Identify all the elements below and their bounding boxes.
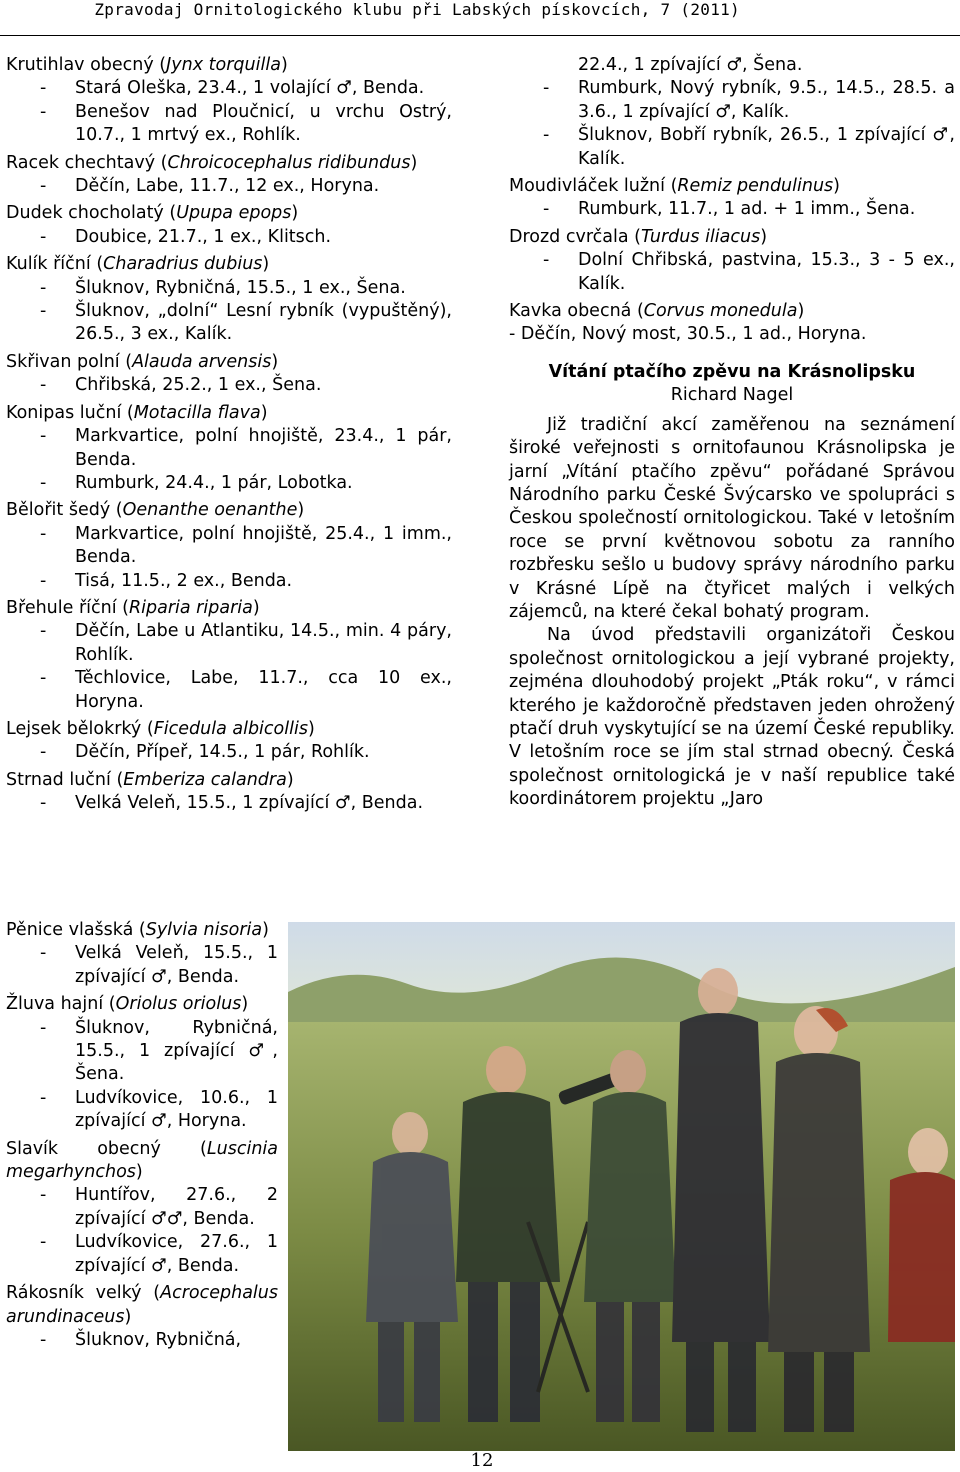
record-list	[6, 942, 278, 989]
record-item: - Rumburk, Nový rybník, 9.5., 14.5., 28.5. a 3.6., 1 zpívající ♂, Kalík.	[509, 77, 955, 124]
record-list	[6, 374, 452, 397]
record-list	[509, 249, 955, 296]
species-heading: Moudivláček lužní (Remiz pendulinus)	[509, 176, 840, 197]
species-heading: Bělořit šedý (Oenanthe oenanthe)	[6, 500, 305, 521]
article-paragraph: Již tradiční akcí zaměřenou na seznámení široké veřejnosti s ornitofaunou Krásnolipska je jarní „Vítání ptačího zpěvu“ pořádané Správou Národního parku České Švýcarsko ve spolupráci s Českou společností ornitologickou. Také v letošním roce se první květnovou sobotu za ranního rozbřesku sešlo u budovy správy národního parku v Krásné Lípě na čtyřicet malých i velkých zájemců, na které čekal bohatý program.	[509, 414, 955, 622]
record-item: - Doubice, 21.7., 1 ex., Klitsch.	[6, 226, 452, 249]
left-narrow-column	[6, 919, 278, 1352]
species-entry	[6, 402, 452, 496]
record-item: - Děčín, Přípeř, 14.5., 1 pár, Rohlík.	[6, 741, 452, 764]
record-item: - Ludvíkovice, 10.6., 1 zpívající ♂, Horyna.	[6, 1087, 278, 1134]
record-item: - Ludvíkovice, 27.6., 1 zpívající ♂, Benda.	[6, 1231, 278, 1278]
record-item: - Stará Oleška, 23.4., 1 volající ♂, Benda.	[6, 77, 452, 100]
species-name: Lejsek bělokrký	[6, 718, 142, 739]
species-name: Kulík říční	[6, 254, 91, 275]
record-list	[6, 277, 452, 347]
record-item: - Markvartice, polní hnojiště, 23.4., 1 pár, Benda.	[6, 425, 452, 472]
species-heading: Žluva hajní (Oriolus oriolus)	[6, 994, 249, 1015]
record-list	[6, 1184, 278, 1278]
species-name: Dudek chocholatý	[6, 203, 164, 224]
scientific-name: Remiz pendulinus	[677, 176, 834, 197]
scientific-name: Motacilla flava	[133, 402, 261, 423]
species-name: Bělořit šedý	[6, 500, 111, 521]
record-item: - Děčín, Nový most, 30.5., 1 ad., Horyna.	[509, 324, 867, 345]
running-header	[0, 0, 960, 36]
left-column	[6, 54, 452, 816]
scientific-name: Oenanthe oenanthe	[122, 500, 298, 521]
scientific-name: Acrocephalus arundinaceus	[6, 1283, 278, 1327]
record-item: 22.4., 1 zpívající ♂, Šena.	[578, 55, 803, 75]
species-entry	[6, 499, 452, 593]
scientific-name: Jynx torquilla	[166, 55, 281, 75]
record-item: - Šluknov, Bobří rybník, 26.5., 1 zpívající ♂, Kalík.	[509, 124, 955, 171]
species-name: Pěnice vlašská	[6, 920, 134, 940]
species-name: Břehule říční	[6, 597, 117, 618]
record-list	[6, 523, 452, 593]
birdwatchers-photo	[288, 922, 955, 1451]
species-name: Skřivan polní	[6, 351, 120, 372]
scientific-name: Luscinia megarhynchos	[6, 1138, 278, 1183]
species-entry	[6, 769, 452, 816]
scientific-name: Alauda arvensis	[132, 351, 272, 372]
species-heading: Pěnice vlašská (Sylvia nisoria)	[6, 920, 269, 940]
scientific-name: Sylvia nisoria	[145, 920, 263, 940]
species-entry	[6, 993, 278, 1133]
article	[509, 361, 955, 812]
record-list	[6, 741, 452, 764]
right-column	[509, 54, 955, 812]
species-name: Moudivláček lužní	[509, 176, 665, 197]
scientific-name: Emberiza calandra	[123, 769, 287, 790]
record-list	[6, 1329, 278, 1352]
species-heading: Dudek chocholatý (Upupa epops)	[6, 203, 299, 224]
journal-title: Zpravodaj Ornitologického klubu při Labských pískovcích, 7 (2011)	[94, 0, 740, 19]
species-heading: Racek chechtavý (Chroicocephalus ridibundus)	[6, 152, 418, 173]
species-heading: Kulík říční (Charadrius dubius)	[6, 254, 270, 275]
species-heading: Břehule říční (Riparia riparia)	[6, 597, 260, 618]
record-item: - Děčín, Labe u Atlantiku, 14.5., min. 4 páry, Rohlík.	[6, 620, 452, 667]
species-name: Drozd cvrčala	[509, 226, 629, 247]
record-item: - Benešov nad Ploučnicí, u vrchu Ostrý, 10.7., 1 mrtvý ex., Rohlík.	[6, 101, 452, 148]
record-list	[509, 54, 955, 171]
species-entry	[509, 54, 955, 171]
scientific-name: Ficedula albicollis	[153, 718, 308, 739]
species-entry	[6, 54, 452, 148]
species-name: Krutihlav obecný	[6, 55, 154, 75]
species-entry	[509, 175, 955, 222]
record-item: - Dolní Chřibská, pastvina, 15.3., 3 - 5 ex., Kalík.	[509, 249, 955, 296]
record-list	[6, 175, 452, 198]
species-heading: Krutihlav obecný (Jynx torquilla)	[6, 55, 288, 75]
record-list	[6, 425, 452, 495]
scientific-name: Charadrius dubius	[103, 254, 263, 275]
article-title: Vítání ptačího zpěvu na Krásnolipsku	[548, 361, 916, 382]
article-author: Richard Nagel	[670, 385, 794, 406]
record-item: - Chřibská, 25.2., 1 ex., Šena.	[6, 374, 452, 397]
species-entry	[6, 718, 452, 765]
species-name: Strnad luční	[6, 769, 111, 790]
record-item: - Šluknov, „dolní“ Lesní rybník (vypuštěný), 26.5., 3 ex., Kalík.	[6, 300, 452, 347]
scientific-name: Oriolus oriolus	[115, 994, 242, 1015]
species-entry	[509, 300, 955, 347]
record-item: - Šluknov, Rybničná, 15.5., 1 zpívající ♂, Šena.	[6, 1017, 278, 1087]
species-name: Kavka obecná	[509, 301, 632, 322]
species-entry	[6, 152, 452, 199]
species-name: Rákosník velký	[6, 1283, 142, 1304]
species-heading: Rákosník velký (Acrocephalus arundinaceus)	[6, 1283, 278, 1327]
record-item: - Těchlovice, Labe, 11.7., cca 10 ex., Horyna.	[6, 667, 452, 714]
species-name: Žluva hajní	[6, 994, 104, 1015]
record-list	[6, 792, 452, 815]
species-heading: Drozd cvrčala (Turdus iliacus)	[509, 226, 768, 247]
species-name: Konipas luční	[6, 402, 122, 423]
species-heading: Strnad luční (Emberiza calandra)	[6, 769, 294, 790]
species-heading: Lejsek bělokrký (Ficedula albicollis)	[6, 718, 315, 739]
species-heading: Slavík obecný (Luscinia megarhynchos)	[6, 1138, 278, 1183]
record-item: - Velká Veleň, 15.5., 1 zpívající ♂, Benda.	[6, 942, 278, 989]
species-heading: Skřivan polní (Alauda arvensis)	[6, 351, 279, 372]
record-list	[509, 198, 955, 221]
record-list	[6, 77, 452, 147]
species-entry	[6, 351, 452, 398]
record-item: - Rumburk, 24.4., 1 pár, Lobotka.	[6, 472, 452, 495]
species-heading: Konipas luční (Motacilla flava)	[6, 402, 268, 423]
record-item: - Šluknov, Rybničná,	[6, 1329, 278, 1352]
record-item: - Tisá, 11.5., 2 ex., Benda.	[6, 570, 452, 593]
article-paragraph: Na úvod představili organizátoři Českou společnost ornitologickou a její vybrané projekty, zejména dlouhodobý projekt „Pták roku“, v rámci kterého je každoročně představen jeden ohrožený ptačí druh vyskytující se na území České republiky. V letošním roce se jím stal strnad obecný. Česká společnost ornitologická je v naší republice také koordinátorem projektu „Jaro	[509, 625, 955, 810]
record-list	[6, 620, 452, 714]
scientific-name: Upupa epops	[176, 203, 292, 224]
species-entry	[509, 226, 955, 296]
scientific-name: Chroicocephalus ridibundus	[167, 152, 411, 173]
record-item: - Markvartice, polní hnojiště, 25.4., 1 imm., Benda.	[6, 523, 452, 570]
species-entry	[6, 597, 452, 714]
species-entry	[6, 202, 452, 249]
record-item: - Šluknov, Rybničná, 15.5., 1 ex., Šena.	[6, 277, 452, 300]
species-entry	[6, 919, 278, 989]
photo-illustration	[288, 922, 955, 1451]
scientific-name: Corvus monedula	[643, 301, 798, 322]
species-name: Racek chechtavý	[6, 152, 156, 173]
record-item: - Huntířov, 27.6., 2 zpívající ♂♂, Benda.	[6, 1184, 278, 1231]
species-entry	[6, 253, 452, 347]
scientific-name: Riparia riparia	[128, 597, 253, 618]
record-item: - Rumburk, 11.7., 1 ad. + 1 imm., Šena.	[509, 198, 955, 221]
record-item: - Velká Veleň, 15.5., 1 zpívající ♂, Benda.	[6, 792, 452, 815]
species-name: Slavík obecný	[6, 1138, 161, 1159]
species-heading: Kavka obecná (Corvus monedula)	[509, 301, 805, 322]
species-entry	[6, 1282, 278, 1352]
record-list	[6, 1017, 278, 1134]
species-entry	[6, 1138, 278, 1278]
page-number: 12	[470, 1450, 494, 1471]
record-list	[6, 226, 452, 249]
scientific-name: Turdus iliacus	[640, 226, 761, 247]
record-item: - Děčín, Labe, 11.7., 12 ex., Horyna.	[6, 175, 452, 198]
